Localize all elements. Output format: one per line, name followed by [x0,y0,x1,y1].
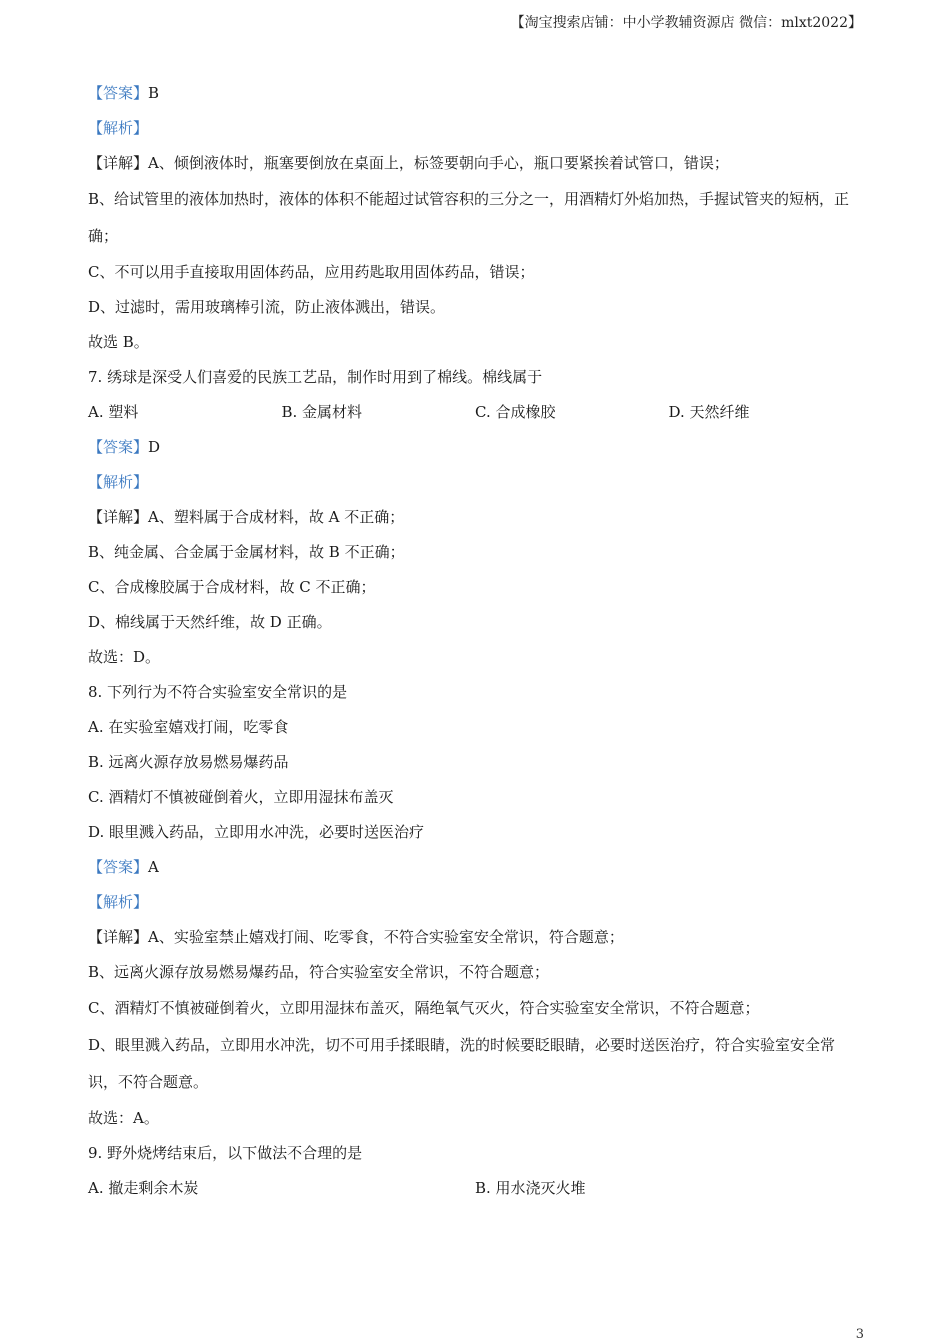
analysis-label: 【解析】 [88,893,149,911]
analysis-label: 【解析】 [88,119,149,137]
q6-detail-c: C、不可以用手直接取用固体药品，应用药匙取用固体药品，错误； [88,263,535,281]
q6-detail-b: B、给试管里的液体加热时，液体的体积不能超过试管容积的三分之一，用酒精灯外焰加热，手握试管夹的短柄，正确； [88,190,850,245]
q7-options [88,395,862,430]
q7-detail-a [88,500,862,535]
q9-option-a: A. 撤走剩余木炭 [88,1179,199,1197]
detail-label: 【详解】 [88,154,149,172]
q7-analysis-label-line [88,465,862,500]
q8-option-b: B. 远离火源存放易燃易爆药品 [88,753,289,771]
q7-answer-value: D [148,438,161,456]
q6-analysis-label-line [88,111,862,146]
q7-stem: 7. 绣球是深受人们喜爱的民族工艺品，制作时用到了棉线。棉线属于 [88,368,543,386]
q9-option-b: B. 用水浇灭火堆 [475,1179,586,1197]
answer-label: 【答案】 [88,858,149,876]
q8-detail-a-text: A、实验室禁止嬉戏打闹、吃零食，不符合实验室安全常识，符合题意； [148,928,624,946]
q6-detail-a [88,146,862,181]
q8-option-a: A. 在实验室嬉戏打闹，吃零食 [88,718,289,736]
q8-conclusion: 故选：A。 [88,1109,159,1127]
q8-analysis-label-line [88,885,862,920]
q7-detail-d: D、棉线属于天然纤维，故 D 正确。 [88,613,332,631]
q7-option-c: C. 合成橡胶 [475,403,556,421]
q8-option-d: D. 眼里溅入药品，立即用水冲洗，必要时送医治疗 [88,823,425,841]
page-number: 3 [855,1327,864,1342]
q8-detail-b: B、远离火源存放易燃易爆药品，符合实验室安全常识，不符合题意； [88,963,550,981]
q8-detail-a [88,920,862,955]
page-content [88,76,862,1206]
q6-detail-d: D、过滤时，需用玻璃棒引流，防止液体溅出，错误。 [88,298,446,316]
q7-option-d: D. 天然纤维 [668,403,750,421]
header-note: 【淘宝搜索店铺：中小学教辅资源店 微信：mlxt2022】 [510,15,862,31]
q6-answer-line [88,76,862,111]
q9-options [88,1171,862,1206]
answer-label: 【答案】 [88,84,149,102]
q8-answer-value: A [148,858,159,876]
detail-label: 【详解】 [88,928,149,946]
q6-conclusion: 故选 B。 [88,333,149,351]
q6-answer-value: B [148,84,160,102]
q8-stem: 8. 下列行为不符合实验室安全常识的是 [88,683,348,701]
q7-detail-a-text: A、塑料属于合成材料，故 A 不正确； [148,508,405,526]
q7-conclusion: 故选：D。 [88,648,161,666]
q7-option-a: A. 塑料 [88,403,139,421]
q7-answer-line [88,430,862,465]
answer-label: 【答案】 [88,438,149,456]
q7-detail-c: C、合成橡胶属于合成材料，故 C 不正确； [88,578,376,596]
q8-detail-d: D、眼里溅入药品，立即用水冲洗，切不可用手揉眼睛，洗的时候要眨眼睛，必要时送医治疗，符合实验室安全常识，不符合题意。 [88,1036,836,1091]
q7-option-b: B. 金属材料 [281,403,363,421]
q8-option-c: C. 酒精灯不慎被碰倒着火，立即用湿抹布盖灭 [88,788,394,806]
q8-detail-c: C、酒精灯不慎被碰倒着火，立即用湿抹布盖灭，隔绝氧气灭火，符合实验室安全常识，不符合题意； [88,999,760,1017]
q8-answer-line [88,850,862,885]
q9-stem: 9. 野外烧烤结束后，以下做法不合理的是 [88,1144,363,1162]
q6-detail-a-text: A、倾倒液体时，瓶塞要倒放在桌面上，标签要朝向手心，瓶口要紧挨着试管口，错误； [148,154,729,172]
q7-detail-b: B、纯金属、合金属于金属材料，故 B 不正确； [88,543,405,561]
detail-label: 【详解】 [88,508,149,526]
analysis-label: 【解析】 [88,473,149,491]
